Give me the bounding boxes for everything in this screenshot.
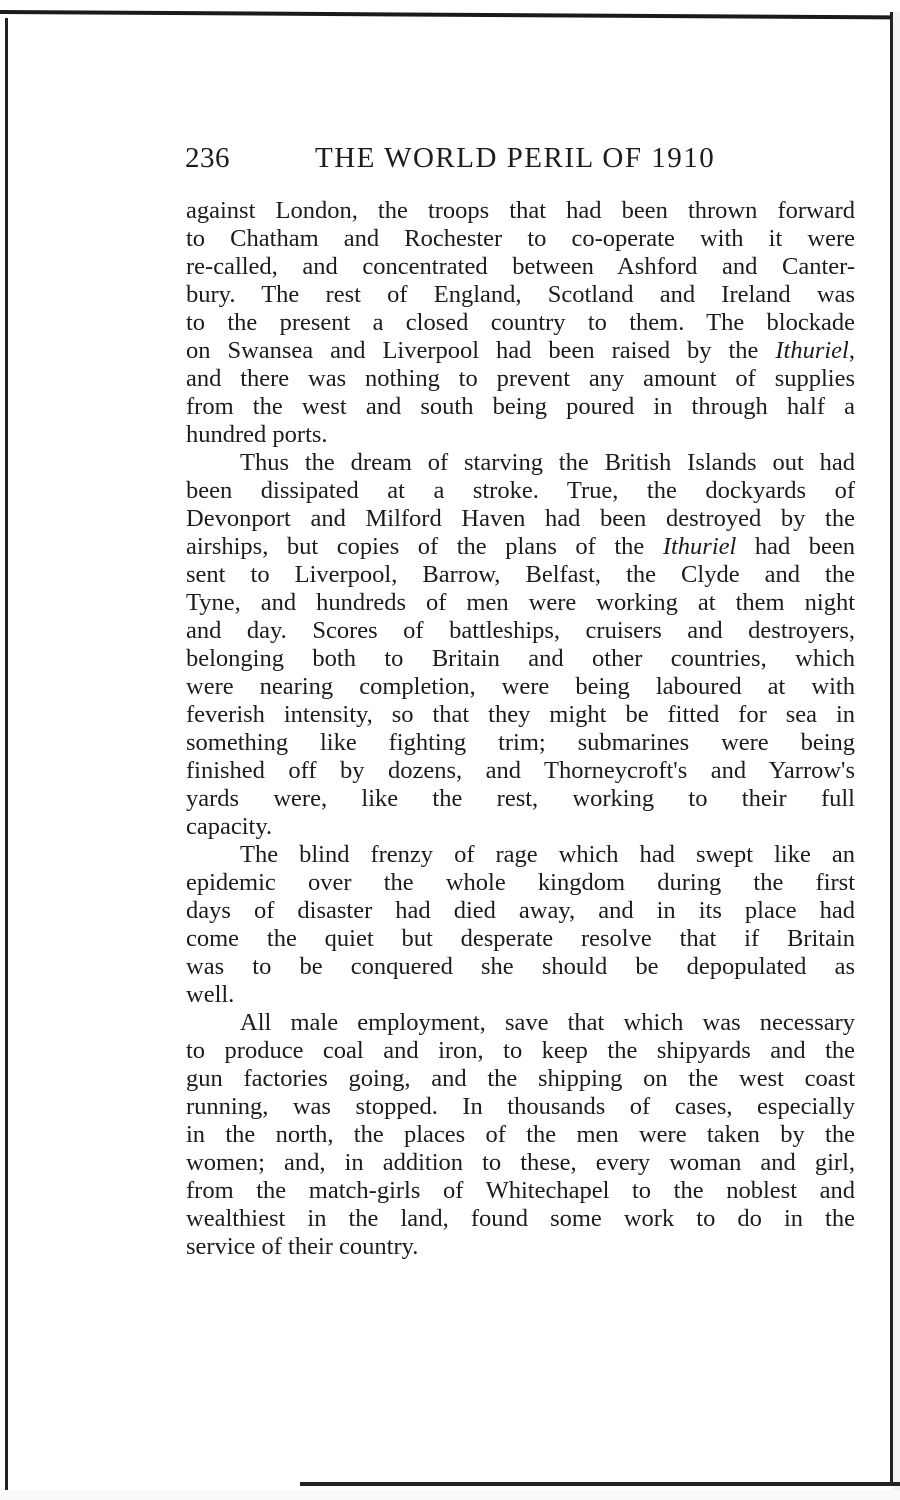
text-line: Tyne, and hundreds of men were working at them night [186,589,855,616]
text-line: something like fighting trim; submarines were being [186,729,855,756]
text-line: airships, but copies of the plans of the Ithuriel had been [186,533,855,560]
text-line: in the north, the places of the men were taken by the [186,1121,855,1148]
scan-border-top [0,10,900,19]
text-line: from the west and south being poured in through half a [186,393,855,420]
text-line: Thus the dream of starving the British Islands out had [240,449,855,476]
text-line: Devonport and Milford Haven had been destroyed by the [186,505,855,532]
text-line: to Chatham and Rochester to co-operate with it were [186,225,855,252]
text-line: bury. The rest of England, Scotland and Ireland was [186,281,855,308]
paragraph [186,1009,855,1261]
text-line: on Swansea and Liverpool had been raised by the Ithuriel, [186,337,855,364]
text-line: The blind frenzy of rage which had swept like an [240,841,855,868]
page-header [185,142,855,182]
body-text [186,197,855,1261]
page-number: 236 [185,142,230,174]
text-line: and day. Scores of battleships, cruisers and destroyers, [186,617,855,644]
text-line: All male employment, save that which was necessary [240,1009,855,1036]
text-line: well. [186,981,235,1008]
paragraph [186,841,855,1009]
text-line: feverish intensity, so that they might be fitted for sea in [186,701,855,728]
scan-border-left [5,18,8,1500]
text-line: women; and, in addition to these, every woman and girl, [186,1149,855,1176]
text-line: come the quiet but desperate resolve that if Britain [186,925,855,952]
text-line: and there was nothing to prevent any amount of supplies [186,365,855,392]
text-line: belonging both to Britain and other countries, which [186,645,855,672]
paragraph [186,197,855,449]
scan-border-bottom [300,1482,900,1486]
scan-margin-right [893,12,900,1492]
text-line: running, was stopped. In thousands of cases, especially [186,1093,855,1120]
text-line: against London, the troops that had been thrown forward [186,197,855,224]
scan-margin-bottom [0,1490,900,1500]
text-line: capacity. [186,813,273,840]
paragraph [186,449,855,841]
text-line: service of their country. [186,1233,419,1260]
text-line: hundred ports. [186,421,328,448]
text-line: was to be conquered she should be depopulated as [186,953,855,980]
text-line: been dissipated at a stroke. True, the dockyards of [186,477,855,504]
text-line: re-called, and concentrated between Ashford and Canter- [186,253,855,280]
text-line: yards were, like the rest, working to their full [186,785,855,812]
text-line: to produce coal and iron, to keep the shipyards and the [186,1037,855,1064]
text-line: gun factories going, and the shipping on the west coast [186,1065,855,1092]
text-line: finished off by dozens, and Thorneycroft's and Yarrow's [186,757,855,784]
text-line: sent to Liverpool, Barrow, Belfast, the Clyde and the [186,561,855,588]
text-line: were nearing completion, were being laboured at with [186,673,855,700]
text-line: days of disaster had died away, and in its place had [186,897,855,924]
running-title: THE WORLD PERIL OF 1910 [315,142,716,174]
text-line: epidemic over the whole kingdom during the first [186,869,855,896]
text-line: wealthiest in the land, found some work to do in the [186,1205,855,1232]
text-line: to the present a closed country to them. The blockade [186,309,855,336]
text-line: from the match-girls of Whitechapel to the noblest and [186,1177,855,1204]
